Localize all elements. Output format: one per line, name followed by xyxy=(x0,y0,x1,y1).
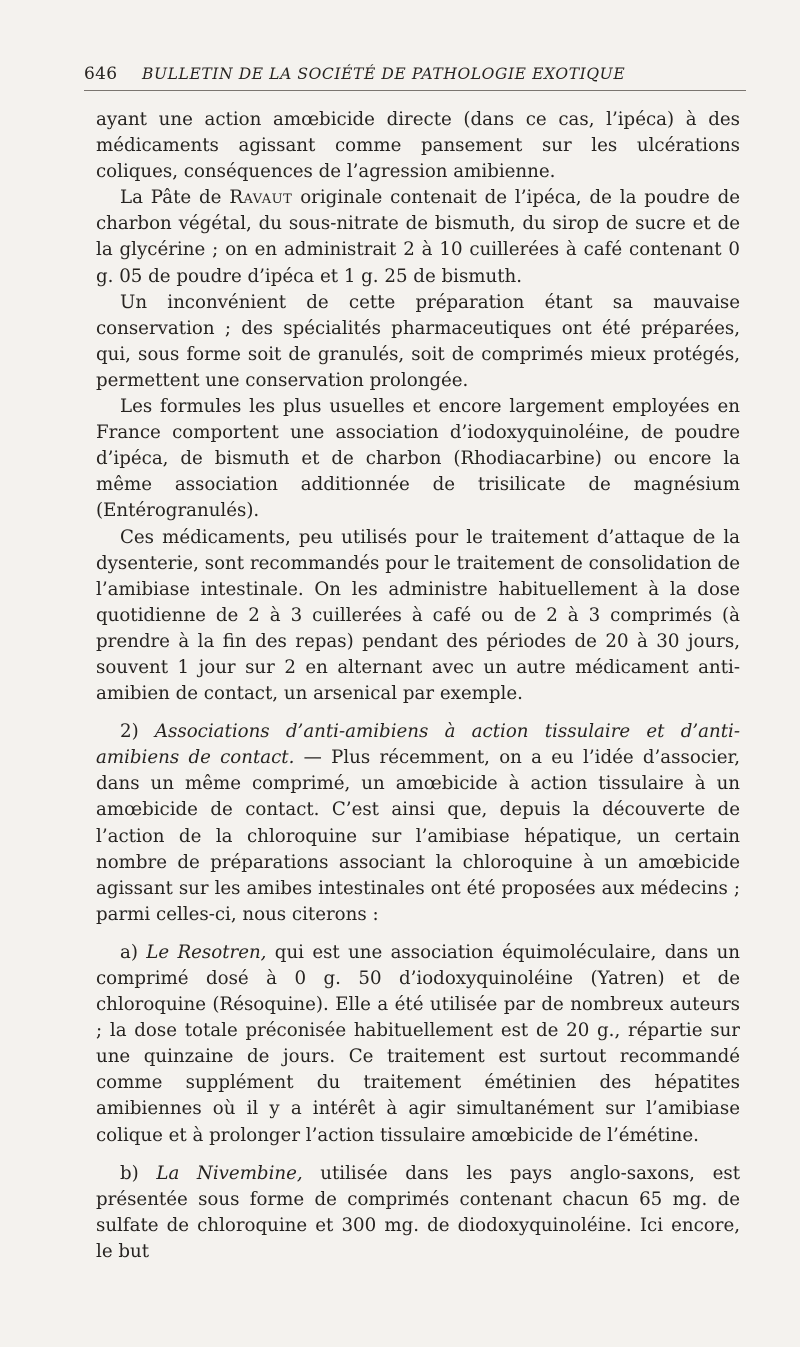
item-b-title: La Nivembine, xyxy=(156,1162,303,1184)
section-title: Associations d’anti-amibiens à action tissulaire et d’anti-amibiens de contact. xyxy=(96,721,740,769)
paragraph-3: Un inconvénient de cette préparation étant sa mauvaise conservation ; des spécialités pharmaceutiques ont été préparées, qui, sous forme soit de granulés, soit de comprimés mieux protégés, permettent une conservation prolongée. xyxy=(96,291,740,391)
paragraph-2-rest: originale contenait de l’ipéca, de la poudre de charbon végétal, du sous-nitrate de bismuth, du sirop de sucre et de la glycérine ; on en administrait 2 à 10 cuillerées à café contenant 0 g. 05 de poudre d’ipéca et 1 g. 25 de bismuth. xyxy=(96,187,741,287)
paragraph-5: Ces médicaments, peu utilisés pour le traitement d’attaque de la dysenterie, sont recommandés pour le traitement de consolidation de l’amibiase intestinale. On les administre habituellement à la dose quotidienne de 2 à 3 cuillerées à café ou de 2 à 3 comprimés (à prendre à la fin des repas) pendant des périodes de 20 à 30 jours, souvent 1 jour sur 2 en alternant avec un autre médicament anti-amibien de contact, un arsenical par exemple. xyxy=(96,526,740,705)
paragraph-1: ayant une action amœbicide directe (dans ce cas, l’ipéca) à des médicaments agissant comme pansement sur les ulcérations coliques, conséquences de l’agression amibienne. xyxy=(96,109,740,183)
paragraph-2-start: La Pâte de xyxy=(120,187,230,209)
page xyxy=(84,64,741,1265)
article-body xyxy=(96,107,740,1265)
item-b-label: b) xyxy=(120,1162,157,1184)
paragraph-6-rest: — Plus récemment, on a eu l’idée d’associer, dans un même comprimé, un amœbicide à action tissulaire à un amœbicide de contact. C’est ainsi que, depuis la découverte de l’action de la chloroquine sur l’amibiase hépatique, un certain nombre de préparations associant la chloroquine à un amœbicide agissant sur les amibes intestinales ont été proposées aux médecins ; parmi celles-ci, nous citerons : xyxy=(96,747,741,925)
item-a-label: a) xyxy=(120,941,147,963)
paragraph-7 xyxy=(96,940,740,1149)
paragraph-7-rest: qui est une association équimoléculaire, dans un comprimé dosé à 0 g. 50 d’iodoxyquinoléine (Yatren) et de chloroquine (Résoquine). Elle a été utilisée par de nombreux auteurs ; la dose totale préconisée habituellement est de 20 g., répartie sur une quinzaine de jours. Ce traitement est surtout recommandé comme supplément du traitement émétinien des hépatites amibiennes où il y a intérêt à agir simultanément sur l’amibiase colique et à prolonger l’action tissulaire amœbicide de l’émétine. xyxy=(96,941,740,1146)
paragraph-6 xyxy=(96,719,740,928)
item-a-title: Le Resotren, xyxy=(146,941,267,963)
section-number: 2) xyxy=(120,721,155,743)
paragraph-2 xyxy=(96,185,740,289)
paragraph-8 xyxy=(96,1161,740,1265)
page-number: 646 xyxy=(84,64,118,84)
page-header xyxy=(84,64,746,91)
running-title: BULLETIN DE LA SOCIÉTÉ DE PATHOLOGIE EXOTIQUE xyxy=(142,65,626,83)
paragraph-8-rest: utilisée dans les pays anglo-saxons, est présentée sous forme de comprimés contenant chacun 65 mg. de sulfate de chloroquine et 300 mg. de diodoxyquinoléine. Ici encore, le but xyxy=(96,1162,740,1262)
author-name: Ravaut xyxy=(229,187,293,209)
paragraph-4: Les formules les plus usuelles et encore largement employées en France comportent une association d’iodoxyquinoléine, de poudre d’ipéca, de bismuth et de charbon (Rhodiacarbine) ou encore la même association additionnée de trisilicate de magnésium (Entérogranulés). xyxy=(96,396,740,522)
